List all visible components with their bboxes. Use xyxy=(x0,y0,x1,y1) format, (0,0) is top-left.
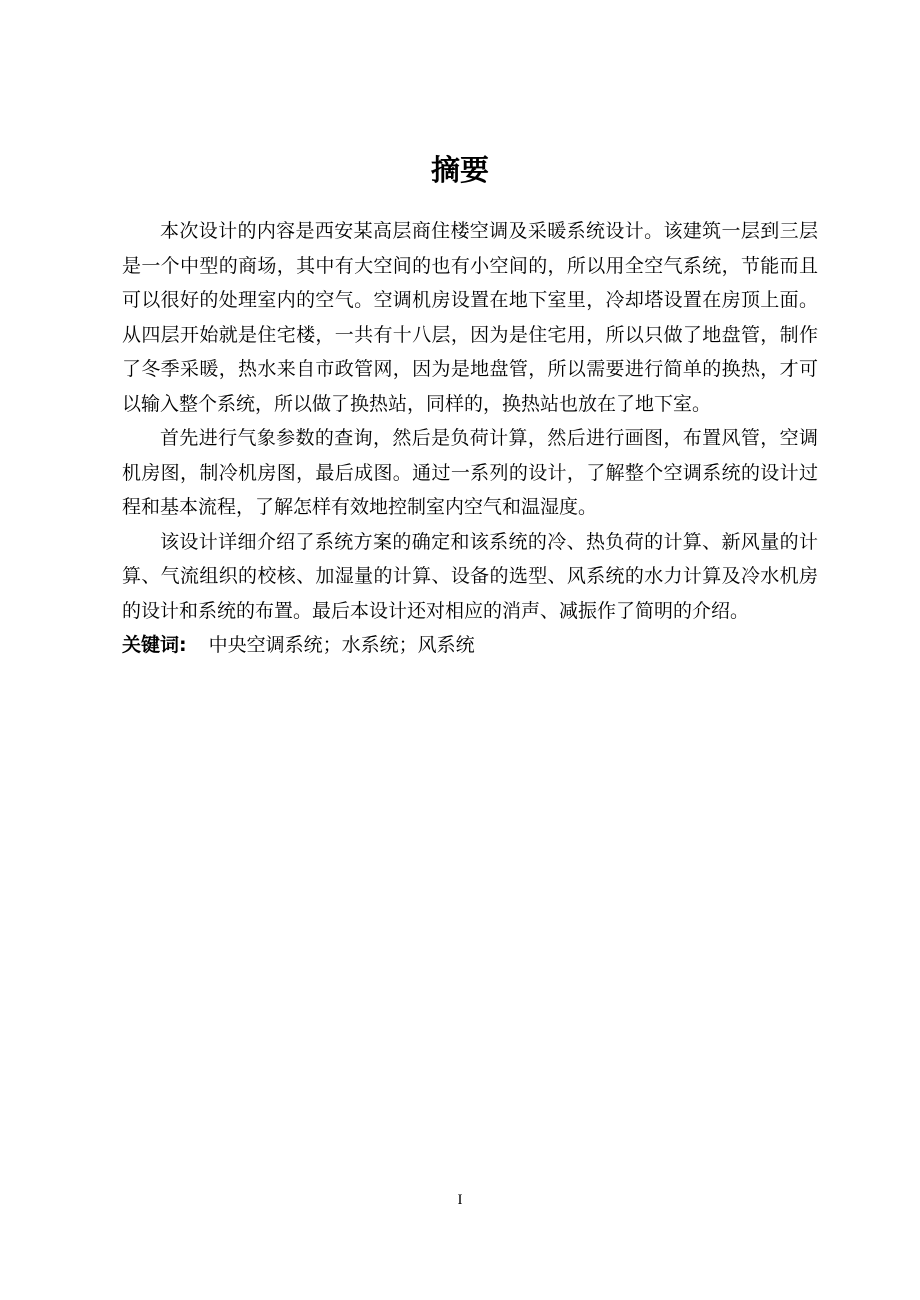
abstract-paragraph-1: 本次设计的内容是西安某高层商住楼空调及采暖系统设计。该建筑一层到三层是一个中型的商场，其中有大空间的也有小空间的，所以用全空气系统，节能而且可以很好的处理室内的空气。空调机房设置在地下室里，冷却塔设置在房顶上面。从四层开始就是住宅楼，一共有十八层，因为是住宅用，所以只做了地盘管，制作了冬季采暖，热水来自市政管网，因为是地盘管，所以需要进行简单的换热，才可以输入整个系统，所以做了换热站，同样的，换热站也放在了地下室。 xyxy=(122,220,818,415)
keywords-label: 关键词: xyxy=(122,634,187,656)
keywords-line xyxy=(122,628,818,663)
abstract-body xyxy=(122,214,818,663)
page-title: 摘要 xyxy=(430,153,489,187)
keywords-text: 中央空调系统；水系统；风系统 xyxy=(208,634,475,656)
page-number: I xyxy=(457,1192,463,1208)
abstract-paragraph-3: 该设计详细介绍了系统方案的确定和该系统的冷、热负荷的计算、新风量的计算、气流组织的校核、加湿量的计算、设备的选型、风系统的水力计算及冷水机房的设计和系统的布置。最后本设计还对相应的消声、减振作了简明的介绍。 xyxy=(122,530,818,622)
abstract-paragraph-2: 首先进行气象参数的查询，然后是负荷计算，然后进行画图，布置风管，空调机房图，制冷机房图，最后成图。通过一系列的设计，了解整个空调系统的设计过程和基本流程，了解怎样有效地控制室内空气和温湿度。 xyxy=(122,427,818,518)
